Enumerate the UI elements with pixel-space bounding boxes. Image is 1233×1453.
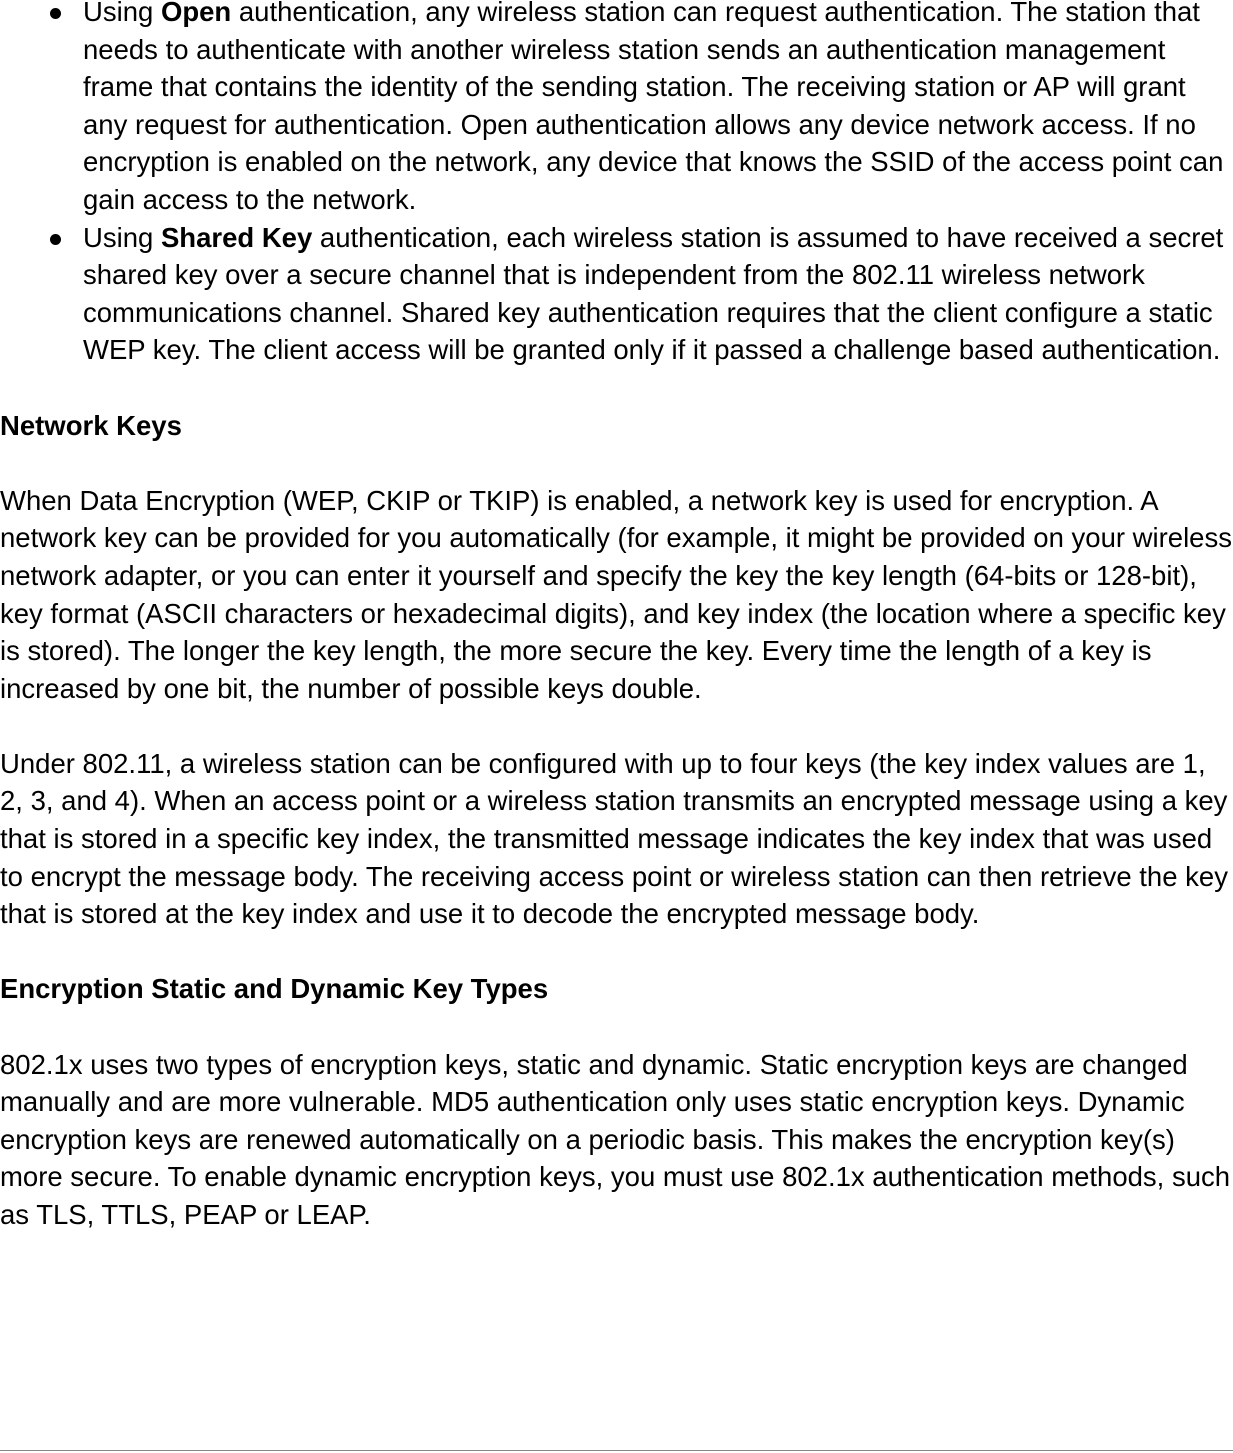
list-item-prefix: Using (83, 0, 161, 27)
page-divider (0, 1450, 1233, 1451)
paragraph-key-types-1: 802.1x uses two types of encryption keys, static and dynamic. Static encryption keys are changed manually and are more vulnerable. MD5 authentication only uses static encryption keys. Dynamic encryption keys are renewed automatically on a periodic basis. This makes the encryption key(s) more secure. To enable dynamic encryption keys, you must use 802.1x authentication methods, such as TLS, TTLS, PEAP or LEAP. (0, 1048, 1231, 1230)
list-item-shared-key-auth (83, 219, 1233, 369)
bullet-icon (50, 234, 61, 245)
authentication-list (0, 0, 1233, 369)
term-open: Open (160, 0, 232, 27)
spacer (0, 444, 1233, 482)
paragraph-network-keys-2: Under 802.11, a wireless station can be configured with up to four keys (the key index values are 1, 2, 3, and 4). When an access point or a wireless station transmits an encrypted message using a key that is stored in a specific key index, the transmitted message indicates the key index that was used to encrypt the message body. The receiving access point or wireless station can then retrieve the key that is stored at the key index and use it to decode the encrypted message body. (0, 747, 1228, 930)
spacer (0, 1008, 1233, 1046)
spacer (0, 933, 1233, 971)
spacer (0, 369, 1233, 407)
list-item-text: authentication, each wireless station is assumed to have received a secret shared key over a secure channel that is independent from the 802.11 wireless network communications channel. Shared key authentication requires that the client configure a static WEP key. The client access will be granted only if it passed a challenge based authentication. (83, 221, 1224, 366)
heading-key-types: Encryption Static and Dynamic Key Types (0, 973, 549, 1005)
list-item-open-auth (83, 0, 1233, 219)
paragraph-network-keys-1: When Data Encryption (WEP, CKIP or TKIP) is enabled, a network key is used for encryption. A network key can be provided for you automatically (for example, it might be provided on your wireless network adapter, or you can enter it yourself and specify the key the key length (64-bits or 128-bit), key format (ASCII characters or hexadecimal digits), and key index (the location where a specific key is stored). The longer the key length, the more secure the key. Every time the length of a key is increased by one bit, the number of possible keys double. (0, 484, 1232, 704)
heading-network-keys: Network Keys (0, 409, 182, 441)
list-item-text: authentication, any wireless station can request authentication. The station that needs to authenticate with another wireless station sends an authentication management frame that contains the identity of the sending station. The receiving station or AP will grant any request for authentication. Open authentication allows any device network access. If no encryption is enabled on the network, any device that knows the SSID of the access point can gain access to the network. (83, 0, 1224, 215)
spacer (0, 707, 1233, 745)
list-item-prefix: Using (83, 221, 161, 253)
bullet-icon (50, 8, 61, 19)
term-shared-key: Shared Key (160, 221, 313, 253)
